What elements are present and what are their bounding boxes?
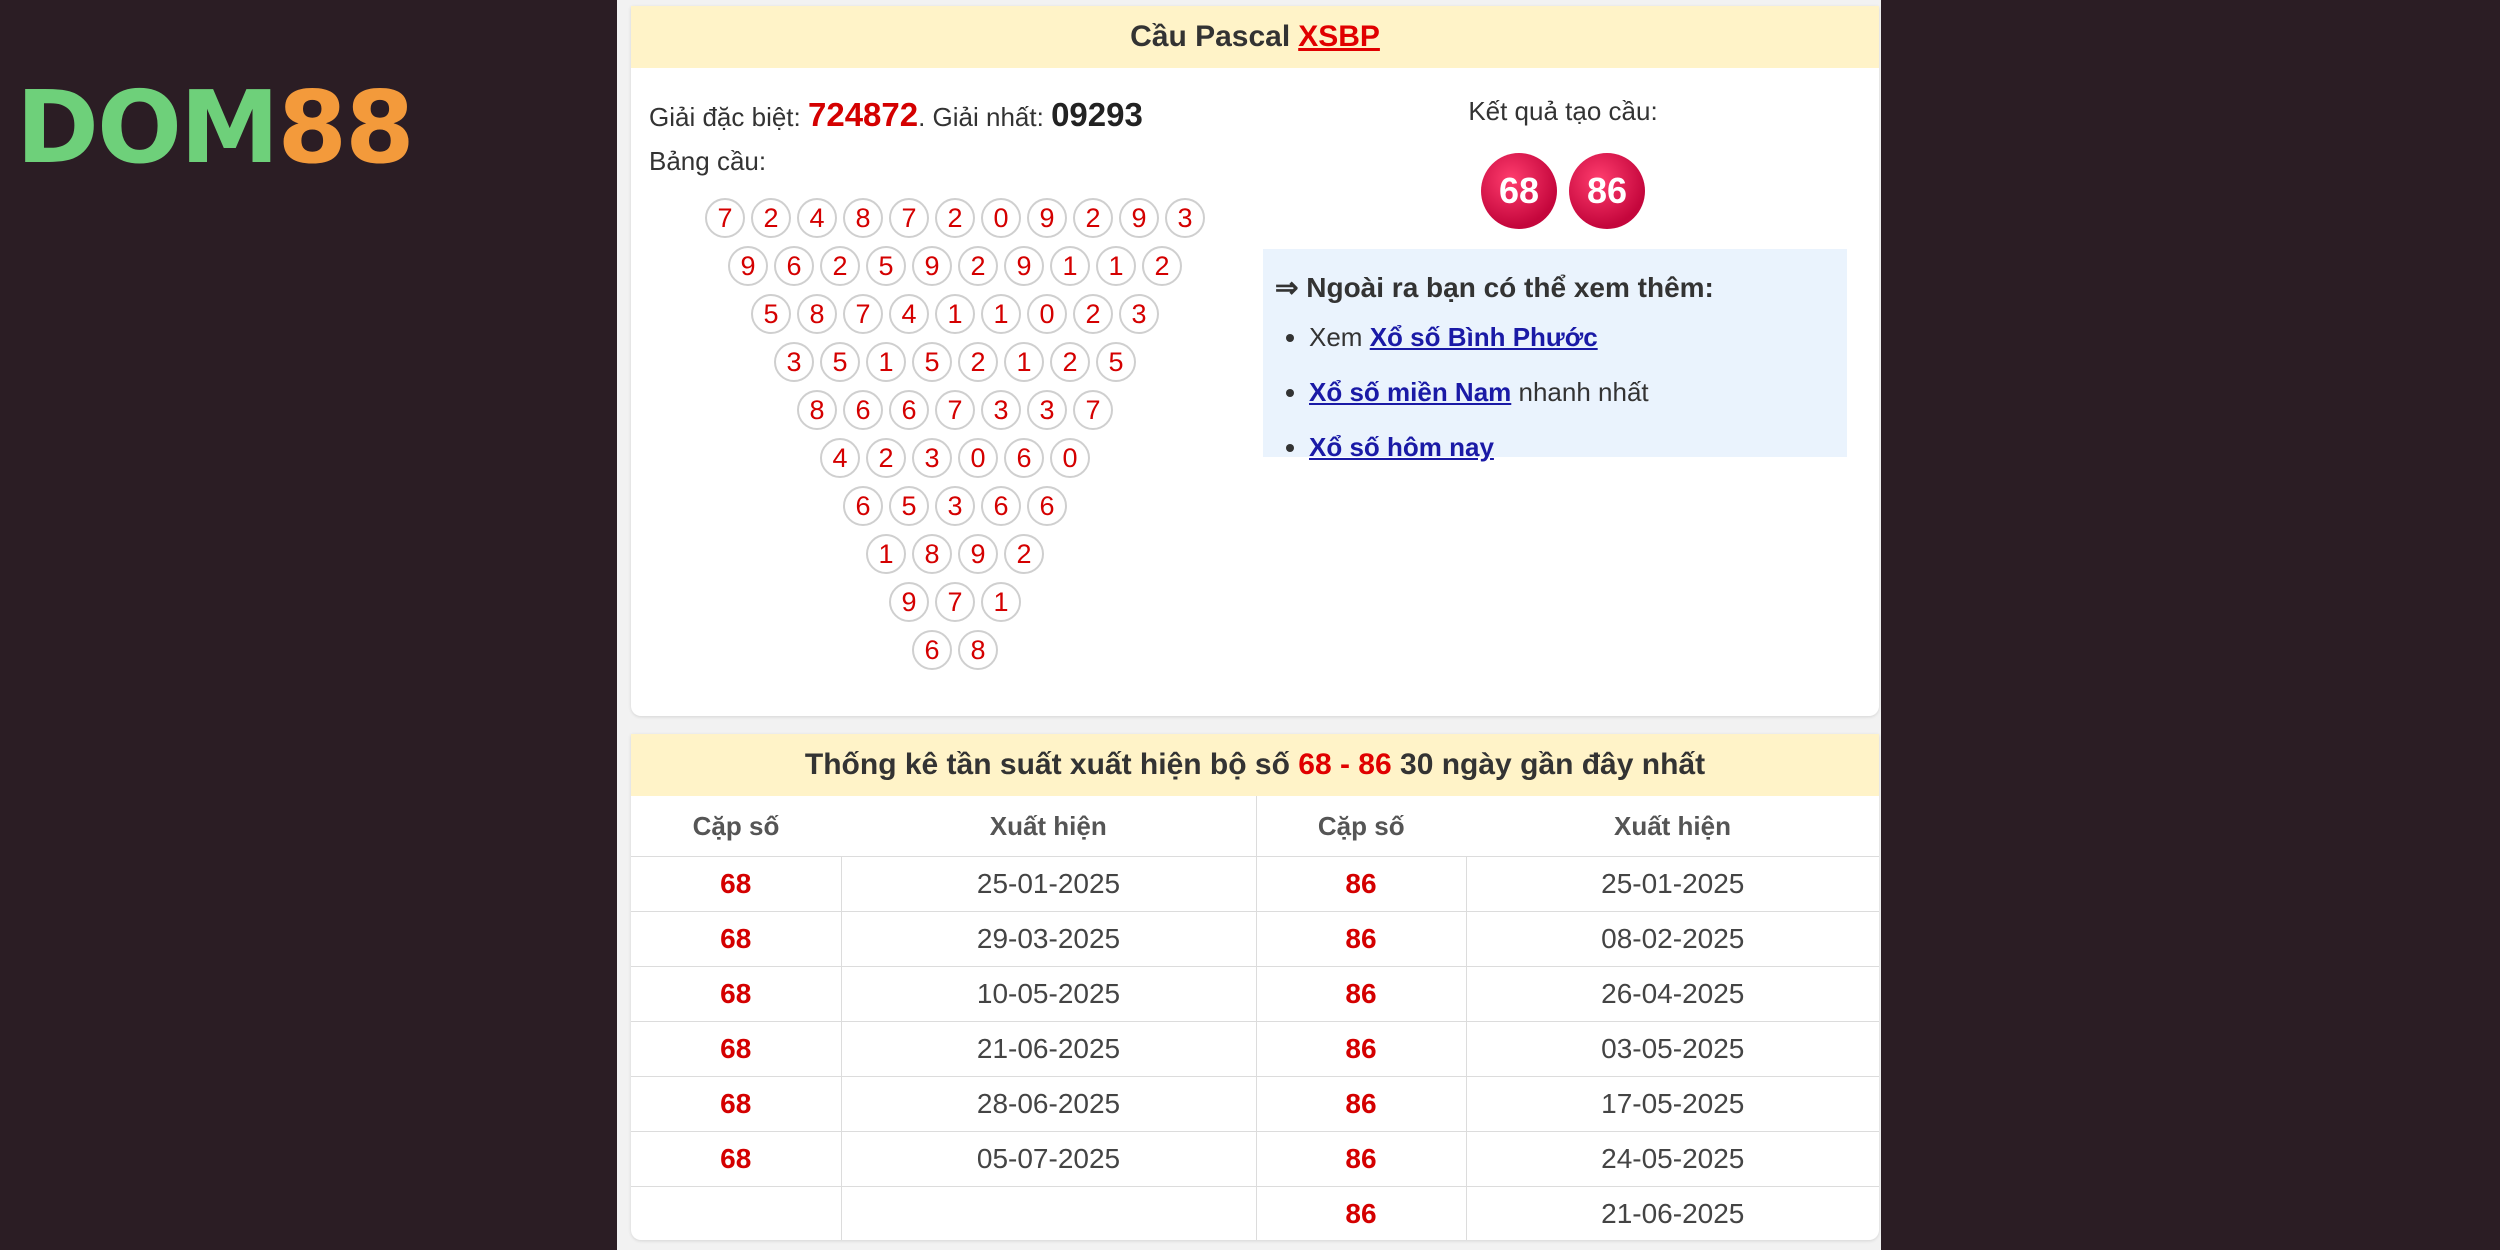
pascal-digit-ball: 7: [935, 390, 975, 430]
pascal-row: [695, 486, 1215, 534]
date-cell: 17-05-2025: [1466, 1077, 1879, 1132]
pascal-digit-ball: 0: [958, 438, 998, 478]
pascal-digit-ball: 2: [1050, 342, 1090, 382]
column-header: Xuất hiện: [1613, 810, 1731, 841]
stats-title-highlight: 68 - 86: [1298, 748, 1392, 781]
pascal-digit-ball: 2: [1073, 198, 1113, 238]
date-cell: 25-01-2025: [1466, 857, 1879, 912]
pair-number-cell: 68: [631, 967, 841, 1022]
pascal-digit-ball: 9: [1119, 198, 1159, 238]
date-cell: 24-05-2025: [1466, 1132, 1879, 1187]
pascal-row: [695, 342, 1215, 390]
pascal-digit-ball: 9: [889, 582, 929, 622]
result-title: Kết quả tạo cầu:: [1468, 96, 1658, 126]
pascal-digit-ball: 3: [1027, 390, 1067, 430]
pascal-digit-ball: 0: [1027, 294, 1067, 334]
stats-table: [631, 796, 1879, 1240]
pascal-digit-ball: 6: [889, 390, 929, 430]
date-cell: [841, 1187, 1256, 1241]
pascal-digit-ball: 2: [935, 198, 975, 238]
more-link-item: [1309, 322, 1835, 353]
pascal-digit-ball: 8: [958, 630, 998, 670]
pascal-digit-ball: 3: [1165, 198, 1205, 238]
pascal-digit-ball: 8: [797, 294, 837, 334]
pascal-row: [695, 294, 1215, 342]
pascal-digit-ball: 5: [889, 486, 929, 526]
more-link-suffix: nhanh nhất: [1511, 377, 1649, 407]
pascal-digit-ball: 2: [820, 246, 860, 286]
pair-number-cell: 86: [1256, 912, 1466, 967]
more-link-item: [1309, 432, 1835, 463]
stats-card: [631, 734, 1879, 1240]
pascal-digit-ball: 9: [958, 534, 998, 574]
pascal-digit-ball: 4: [797, 198, 837, 238]
pascal-row: [695, 582, 1215, 630]
result-section: [1263, 96, 1863, 462]
more-links-box: [1263, 249, 1847, 462]
pascal-digit-ball: 3: [1119, 294, 1159, 334]
special-prize-value: 724872: [807, 96, 919, 133]
date-cell: 03-05-2025: [1466, 1022, 1879, 1077]
result-balls: [1263, 153, 1863, 229]
pascal-digit-ball: 6: [912, 630, 952, 670]
more-links-list: [1275, 322, 1835, 463]
pascal-digit-ball: 6: [843, 390, 883, 430]
pascal-card: [631, 6, 1879, 716]
pascal-digit-ball: 1: [1096, 246, 1136, 286]
table-row: [631, 912, 1879, 967]
pascal-digit-ball: 7: [1073, 390, 1113, 430]
column-header: Cặp số: [692, 810, 780, 841]
pascal-row: [695, 246, 1215, 294]
more-link-item: [1309, 377, 1835, 408]
pascal-row: [695, 630, 1215, 678]
first-prize-value: 09293: [1051, 96, 1143, 133]
date-cell: 26-04-2025: [1466, 967, 1879, 1022]
table-row: [631, 857, 1879, 912]
xsbp-link[interactable]: XSBP: [1298, 20, 1380, 53]
pair-number-cell: [631, 1187, 841, 1241]
main-content: [617, 0, 1881, 1250]
stats-title-suffix: 30 ngày gần đây nhất: [1391, 748, 1706, 781]
pair-number-cell: 68: [631, 1132, 841, 1187]
pascal-digit-ball: 1: [935, 294, 975, 334]
pascal-digit-ball: 0: [1050, 438, 1090, 478]
pascal-digit-ball: 5: [751, 294, 791, 334]
link-xo-so-mien-nam[interactable]: Xổ số miền Nam: [1309, 377, 1512, 407]
pascal-digit-ball: 8: [797, 390, 837, 430]
pascal-digit-ball: 8: [912, 534, 952, 574]
pascal-digit-ball: 2: [866, 438, 906, 478]
stats-header-row: [631, 796, 1879, 857]
pair-number-cell: 68: [631, 1022, 841, 1077]
pascal-digit-ball: 4: [820, 438, 860, 478]
pascal-digit-ball: 7: [935, 582, 975, 622]
pascal-digit-ball: 1: [981, 294, 1021, 334]
pascal-title: Cầu Pascal: [1130, 20, 1291, 53]
pascal-digit-ball: 6: [1027, 486, 1067, 526]
table-row: [631, 1077, 1879, 1132]
first-prize-label: . Giải nhất:: [918, 102, 1052, 132]
pascal-digit-ball: 6: [774, 246, 814, 286]
pascal-card-header: [631, 6, 1879, 68]
pascal-digit-ball: 6: [843, 486, 883, 526]
pascal-triangle: [695, 198, 1215, 678]
date-cell: 29-03-2025: [841, 912, 1256, 967]
pascal-table-label: Bảng cầu:: [649, 146, 767, 176]
prize-section: [649, 96, 1143, 177]
pascal-digit-ball: 9: [912, 246, 952, 286]
pascal-digit-ball: 3: [935, 486, 975, 526]
date-cell: 10-05-2025: [841, 967, 1256, 1022]
pascal-digit-ball: 2: [1004, 534, 1044, 574]
pascal-digit-ball: 1: [981, 582, 1021, 622]
date-cell: 28-06-2025: [841, 1077, 1256, 1132]
prize-line: [649, 96, 1143, 134]
pascal-digit-ball: 7: [843, 294, 883, 334]
pascal-row: [695, 438, 1215, 486]
pascal-digit-ball: 7: [889, 198, 929, 238]
table-row: [631, 1187, 1879, 1241]
pascal-digit-ball: 2: [958, 342, 998, 382]
pascal-row: [695, 390, 1215, 438]
date-cell: 21-06-2025: [1466, 1187, 1879, 1241]
pascal-digit-ball: 1: [866, 534, 906, 574]
pair-number-cell: 86: [1256, 1132, 1466, 1187]
pair-number-cell: 86: [1256, 857, 1466, 912]
pascal-digit-ball: 0: [981, 198, 1021, 238]
pascal-digit-ball: 1: [1004, 342, 1044, 382]
pascal-digit-ball: 3: [981, 390, 1021, 430]
pascal-digit-ball: 2: [1073, 294, 1113, 334]
pascal-digit-ball: 5: [866, 246, 906, 286]
pair-number-cell: 68: [631, 857, 841, 912]
pair-number-cell: 86: [1256, 1077, 1466, 1132]
pair-number-cell: 86: [1256, 1022, 1466, 1077]
result-ball: 86: [1569, 153, 1645, 229]
column-header: Cặp số: [1256, 796, 1466, 857]
date-cell: 25-01-2025: [841, 857, 1256, 912]
more-link-prefix: Xem: [1309, 322, 1370, 352]
pascal-digit-ball: 1: [1050, 246, 1090, 286]
pascal-digit-ball: 2: [751, 198, 791, 238]
dom88-logo[interactable]: [16, 69, 413, 186]
pascal-digit-ball: 2: [1142, 246, 1182, 286]
table-row: [631, 1022, 1879, 1077]
pascal-digit-ball: 9: [728, 246, 768, 286]
pascal-row: [695, 198, 1215, 246]
pascal-digit-ball: 6: [1004, 438, 1044, 478]
pascal-digit-ball: 9: [1004, 246, 1044, 286]
stats-title-prefix: Thống kê tần suất xuất hiện bộ số: [804, 748, 1299, 781]
logo-text-dom: DOM: [16, 69, 278, 186]
pascal-digit-ball: 6: [981, 486, 1021, 526]
pair-number-cell: 68: [631, 1077, 841, 1132]
pair-number-cell: 86: [1256, 1187, 1466, 1241]
stats-card-header: [631, 734, 1879, 796]
pair-number-cell: 86: [1256, 967, 1466, 1022]
pascal-digit-ball: 5: [1096, 342, 1136, 382]
link-xo-so-hom-nay[interactable]: Xổ số hôm nay: [1309, 432, 1494, 462]
pascal-digit-ball: 9: [1027, 198, 1067, 238]
pascal-row: [695, 534, 1215, 582]
table-row: [631, 1132, 1879, 1187]
pascal-digit-ball: 5: [912, 342, 952, 382]
column-header: Xuất hiện: [989, 810, 1107, 841]
date-cell: 08-02-2025: [1466, 912, 1879, 967]
pascal-digit-ball: 8: [843, 198, 883, 238]
pascal-digit-ball: 7: [705, 198, 745, 238]
logo-text-88: 88: [277, 69, 413, 186]
pascal-digit-ball: 2: [958, 246, 998, 286]
date-cell: 05-07-2025: [841, 1132, 1256, 1187]
pascal-digit-ball: 4: [889, 294, 929, 334]
date-cell: 21-06-2025: [841, 1022, 1256, 1077]
special-prize-label: Giải đặc biệt:: [649, 102, 808, 132]
pascal-digit-ball: 1: [866, 342, 906, 382]
link-xo-so-binh-phuoc[interactable]: Xổ số Bình Phước: [1369, 322, 1598, 352]
pair-number-cell: 68: [631, 912, 841, 967]
table-row: [631, 967, 1879, 1022]
pascal-digit-ball: 3: [774, 342, 814, 382]
pascal-digit-ball: 3: [912, 438, 952, 478]
result-ball: 68: [1481, 153, 1557, 229]
pascal-digit-ball: 5: [820, 342, 860, 382]
more-links-title: ⇒ Ngoài ra bạn có thể xem thêm:: [1275, 272, 1714, 303]
